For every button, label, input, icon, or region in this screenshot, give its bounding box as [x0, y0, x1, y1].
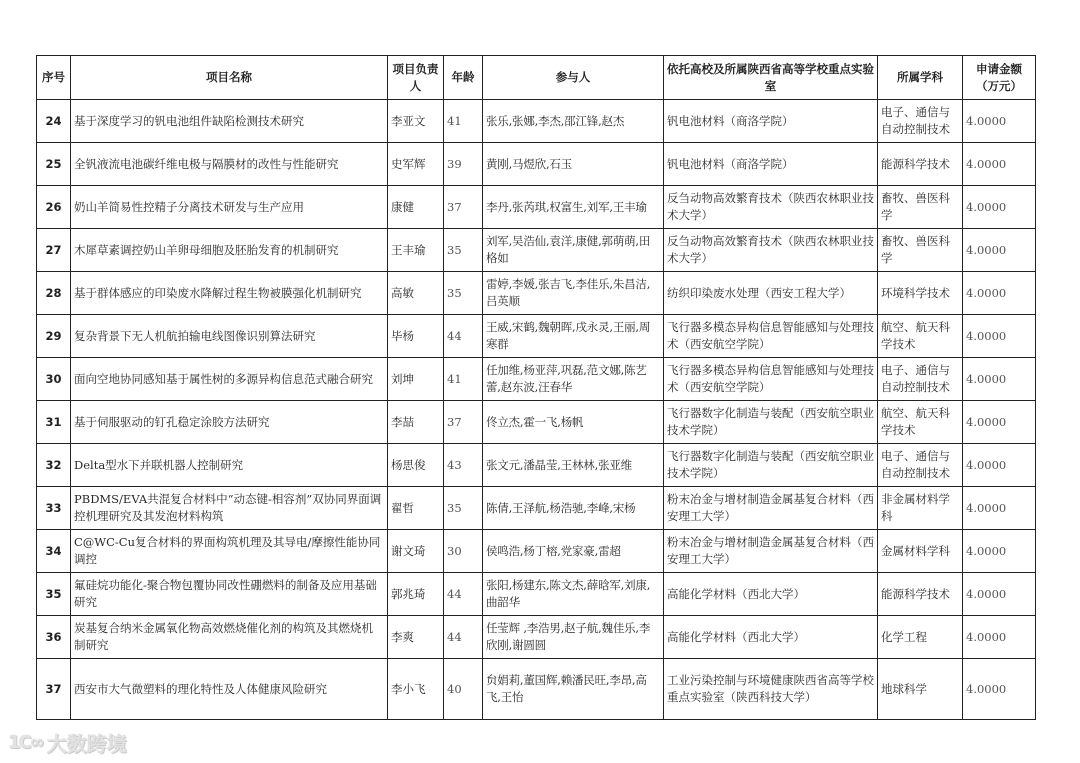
cell-amount: 4.0000: [963, 186, 1036, 229]
cell-amount: 4.0000: [963, 100, 1036, 143]
header-name: 项目名称: [71, 56, 388, 100]
cell-age: 40: [444, 659, 483, 720]
cell-no: 33: [37, 487, 71, 530]
cell-members: 黄刚,马煜欣,石玉: [483, 143, 664, 186]
cell-amount: 4.0000: [963, 358, 1036, 401]
cell-members: 任莹辉 ,李浩男,赵子航,魏佳乐,李欣刚,谢圆圆: [483, 616, 664, 659]
table-row: [37, 616, 1036, 659]
cell-members: 张阳,杨建东,陈文杰,薛晗军,刘康,曲韶华: [483, 573, 664, 616]
cell-age: 44: [444, 573, 483, 616]
table-row: [37, 401, 1036, 444]
cell-age: 41: [444, 358, 483, 401]
cell-lab: 高能化学材料（西北大学）: [664, 573, 878, 616]
cell-leader: 李小飞: [388, 659, 444, 720]
cell-name: Delta型水下并联机器人控制研究: [71, 444, 388, 487]
cell-subject: 电子、通信与自动控制技术: [878, 444, 963, 487]
cell-lab: 粉末冶金与增材制造金属基复合材料（西安理工大学）: [664, 530, 878, 573]
cell-no: 37: [37, 659, 71, 720]
cell-name: PBDMS/EVA共混复合材料中“动态键-相容剂”双协同界面调控机理研究及其发泡材料构筑: [71, 487, 388, 530]
cell-leader: 史军辉: [388, 143, 444, 186]
cell-leader: 高敏: [388, 272, 444, 315]
cell-no: 25: [37, 143, 71, 186]
table-row: [37, 358, 1036, 401]
cell-age: 37: [444, 401, 483, 444]
cell-subject: 航空、航天科学技术: [878, 315, 963, 358]
cell-members: 刘军,吴浩仙,袁洋,康健,郭萌萌,田格如: [483, 229, 664, 272]
cell-amount: 4.0000: [963, 401, 1036, 444]
cell-members: 任加维,杨亚萍,巩磊,范文娜,陈艺蕾,赵东波,汪春华: [483, 358, 664, 401]
cell-subject: 能源科学技术: [878, 573, 963, 616]
cell-age: 44: [444, 315, 483, 358]
cell-name: 全钒液流电池碳纤维电极与隔膜材的改性与性能研究: [71, 143, 388, 186]
cell-subject: 电子、通信与自动控制技术: [878, 100, 963, 143]
cell-subject: 环境科学技术: [878, 272, 963, 315]
cell-age: 35: [444, 272, 483, 315]
cell-leader: 谢文琦: [388, 530, 444, 573]
cell-subject: 非金属材料学科: [878, 487, 963, 530]
header-lab: 依托高校及所属陕西省高等学校重点实验室: [664, 56, 878, 100]
cell-leader: 杨思俊: [388, 444, 444, 487]
cell-members: 李丹,张芮琪,权富生,刘军,王丰瑜: [483, 186, 664, 229]
brand-logo-icon: 1C∞: [8, 732, 43, 753]
cell-subject: 电子、通信与自动控制技术: [878, 358, 963, 401]
cell-amount: 4.0000: [963, 315, 1036, 358]
project-table: [36, 55, 1036, 720]
cell-subject: 金属材料学科: [878, 530, 963, 573]
cell-leader: 郭兆琦: [388, 573, 444, 616]
cell-leader: 翟哲: [388, 487, 444, 530]
cell-age: 39: [444, 143, 483, 186]
header-subject: 所属学科: [878, 56, 963, 100]
table-row: [37, 143, 1036, 186]
cell-lab: 工业污染控制与环境健康陕西省高等学校重点实验室（陕西科技大学）: [664, 659, 878, 720]
cell-age: 43: [444, 444, 483, 487]
cell-age: 41: [444, 100, 483, 143]
cell-members: 陈倩,王泽航,杨浩驰,李峰,宋杨: [483, 487, 664, 530]
table-header-row: [37, 56, 1036, 100]
table-row: [37, 315, 1036, 358]
cell-name: 氟硅烷功能化-聚合物包覆协同改性硼燃料的制备及应用基础研究: [71, 573, 388, 616]
cell-name: 复杂背景下无人机航拍输电线图像识别算法研究: [71, 315, 388, 358]
table-row: [37, 186, 1036, 229]
cell-subject: 化学工程: [878, 616, 963, 659]
cell-amount: 4.0000: [963, 487, 1036, 530]
table-row: [37, 444, 1036, 487]
cell-amount: 4.0000: [963, 272, 1036, 315]
cell-name: 基于伺服驱动的钉孔稳定涂胶方法研究: [71, 401, 388, 444]
cell-lab: 钒电池材料（商洛学院）: [664, 100, 878, 143]
table-row: [37, 573, 1036, 616]
cell-amount: 4.0000: [963, 616, 1036, 659]
header-leader: 项目负责人: [388, 56, 444, 100]
cell-lab: 飞行器数字化制造与装配（西安航空职业技术学院）: [664, 401, 878, 444]
watermark-text: 大数跨境: [46, 732, 127, 756]
cell-amount: 4.0000: [963, 659, 1036, 720]
cell-members: 张乐,张娜,李杰,邵江锋,赵杰: [483, 100, 664, 143]
cell-age: 37: [444, 186, 483, 229]
cell-lab: 飞行器多模态异构信息智能感知与处理技术（西安航空学院）: [664, 315, 878, 358]
header-no: 序号: [37, 56, 71, 100]
cell-lab: 反刍动物高效繁育技术（陕西农林职业技术大学）: [664, 186, 878, 229]
header-members: 参与人: [483, 56, 664, 100]
cell-age: 44: [444, 616, 483, 659]
cell-no: 30: [37, 358, 71, 401]
cell-age: 35: [444, 229, 483, 272]
cell-members: 佟立杰,霍一飞,杨帆: [483, 401, 664, 444]
cell-members: 王威,宋鹤,魏朝晖,戌永灵,王丽,周寒群: [483, 315, 664, 358]
cell-members: 侯鸣浩,杨丁榕,党家豪,雷超: [483, 530, 664, 573]
cell-lab: 反刍动物高效繁育技术（陕西农林职业技术大学）: [664, 229, 878, 272]
cell-amount: 4.0000: [963, 143, 1036, 186]
cell-leader: 李亚文: [388, 100, 444, 143]
cell-lab: 钒电池材料（商洛学院）: [664, 143, 878, 186]
cell-amount: 4.0000: [963, 444, 1036, 487]
cell-name: 面向空地协同感知基于属性树的多源异构信息范式融合研究: [71, 358, 388, 401]
cell-lab: 纺织印染废水处理（西安工程大学）: [664, 272, 878, 315]
cell-lab: 飞行器数字化制造与装配（西安航空职业技术学院）: [664, 444, 878, 487]
cell-no: 32: [37, 444, 71, 487]
cell-amount: 4.0000: [963, 573, 1036, 616]
cell-no: 26: [37, 186, 71, 229]
cell-no: 31: [37, 401, 71, 444]
cell-leader: 李爽: [388, 616, 444, 659]
cell-leader: 康健: [388, 186, 444, 229]
cell-no: 34: [37, 530, 71, 573]
cell-name: 基于深度学习的钒电池组件缺陷检测技术研究: [71, 100, 388, 143]
cell-members: 贠娟莉,董国辉,赖潘民旺,李昂,高飞,王怡: [483, 659, 664, 720]
cell-no: 24: [37, 100, 71, 143]
header-amount: 申请金额（万元）: [963, 56, 1036, 100]
cell-amount: 4.0000: [963, 530, 1036, 573]
cell-name: 基于群体感应的印染废水降解过程生物被膜强化机制研究: [71, 272, 388, 315]
cell-subject: 航空、航天科学技术: [878, 401, 963, 444]
cell-subject: 地球科学: [878, 659, 963, 720]
cell-name: 奶山羊简易性控精子分离技术研发与生产应用: [71, 186, 388, 229]
cell-subject: 畜牧、兽医科学: [878, 186, 963, 229]
table-row: [37, 659, 1036, 720]
cell-leader: 王丰瑜: [388, 229, 444, 272]
cell-members: 雷婷,李媛,张吉飞,李佳乐,朱昌洁,吕英顺: [483, 272, 664, 315]
cell-no: 35: [37, 573, 71, 616]
cell-subject: 畜牧、兽医科学: [878, 229, 963, 272]
cell-lab: 飞行器多模态异构信息智能感知与处理技术（西安航空学院）: [664, 358, 878, 401]
cell-members: 张文元,潘晶莹,王林林,张亚维: [483, 444, 664, 487]
cell-no: 27: [37, 229, 71, 272]
table-row: [37, 272, 1036, 315]
cell-lab: 高能化学材料（西北大学）: [664, 616, 878, 659]
table-row: [37, 229, 1036, 272]
table-row: [37, 487, 1036, 530]
cell-leader: 李喆: [388, 401, 444, 444]
cell-amount: 4.0000: [963, 229, 1036, 272]
table-row: [37, 530, 1036, 573]
cell-name: 西安市大气微塑料的理化特性及人体健康风险研究: [71, 659, 388, 720]
cell-no: 28: [37, 272, 71, 315]
cell-no: 36: [37, 616, 71, 659]
cell-no: 29: [37, 315, 71, 358]
cell-age: 30: [444, 530, 483, 573]
cell-name: 木犀草素调控奶山羊卵母细胞及胚胎发育的机制研究: [71, 229, 388, 272]
header-age: 年龄: [444, 56, 483, 100]
table-row: [37, 100, 1036, 143]
cell-leader: 刘坤: [388, 358, 444, 401]
source-watermark: [8, 728, 127, 757]
cell-age: 35: [444, 487, 483, 530]
cell-name: C@WC-Cu复合材料的界面构筑机理及其导电/摩擦性能协同调控: [71, 530, 388, 573]
cell-leader: 毕杨: [388, 315, 444, 358]
cell-lab: 粉末冶金与增材制造金属基复合材料（西安理工大学）: [664, 487, 878, 530]
cell-name: 炭基复合纳米金属氧化物高效燃烧催化剂的构筑及其燃烧机制研究: [71, 616, 388, 659]
cell-subject: 能源科学技术: [878, 143, 963, 186]
